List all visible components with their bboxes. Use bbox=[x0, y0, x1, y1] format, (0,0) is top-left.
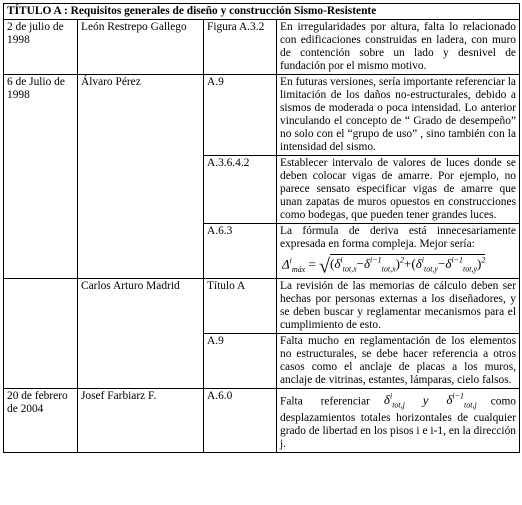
comment-text-after: como desplazamientos totales horizontales de cualquier grado de libertad en los pisos i e i-1, en la dirección j. bbox=[280, 395, 516, 450]
formula-sub: tot,y bbox=[423, 264, 438, 274]
symbol-sup: i−1 bbox=[452, 391, 465, 401]
formula-lhs-symbol: Δ bbox=[282, 256, 290, 272]
delta-j-prev-symbol bbox=[446, 391, 477, 410]
date-cell bbox=[4, 278, 78, 388]
formula-minus: − bbox=[356, 256, 364, 272]
formula-sup: i bbox=[340, 256, 343, 265]
table-row bbox=[4, 75, 520, 156]
formula-sub: tot,x bbox=[381, 264, 396, 274]
table-row bbox=[4, 278, 520, 333]
requirements-table bbox=[3, 3, 520, 453]
sqrt-icon: √ bbox=[319, 255, 331, 278]
formula-minus: − bbox=[437, 256, 446, 272]
formula-plus: + bbox=[404, 256, 412, 272]
reference-cell: A.9 bbox=[204, 333, 277, 388]
formula-sub: tot,x bbox=[342, 264, 357, 274]
symbol-delta: δ bbox=[383, 392, 390, 408]
symbol-sup: i bbox=[389, 391, 393, 401]
symbol-sub: tot,j bbox=[392, 400, 405, 410]
author-cell: Álvaro Pérez bbox=[78, 75, 204, 279]
formula-sup: i−1 bbox=[451, 256, 463, 265]
formula-delta: δ bbox=[415, 256, 422, 272]
table-row bbox=[4, 388, 520, 452]
comment-cell: Establecer intervalo de valores de luces donde se deben colocar vigas de amarre. Por ejemplo, no parece sensato especificar vigas de amarre que unan zapatas de muros opuestos en construcciones como bodegas, que pueden tener grandes luces. bbox=[277, 156, 520, 224]
author-cell: León Restrepo Gallego bbox=[78, 20, 204, 75]
reference-cell: A.3.6.4.2 bbox=[204, 156, 277, 224]
reference-cell: A.6.3 bbox=[204, 224, 277, 279]
table-row bbox=[4, 20, 520, 75]
formula-intro: La fórmula de deriva está innecesariamente expresada en forma compleja. Mejor sería: bbox=[280, 225, 516, 250]
comment-text-before: Falta referenciar bbox=[280, 395, 370, 408]
drift-formula bbox=[282, 254, 516, 276]
comment-cell: La revisión de las memorias de cálculo deben ser hechas por personas externas a los diseñadores, y se deben buscar y reglamentar mecanismos para el cumplimiento de esto. bbox=[277, 278, 520, 333]
formula-power: 2 bbox=[400, 256, 405, 265]
comment-cell bbox=[277, 224, 520, 279]
date-cell: 20 de febrero de 2004 bbox=[4, 388, 78, 452]
delta-j-symbol bbox=[383, 391, 405, 410]
formula-lhs-sub: máx bbox=[291, 264, 306, 274]
connector-text: y bbox=[422, 392, 429, 408]
formula-equals: = bbox=[308, 256, 316, 272]
date-cell: 6 de Julio de 1998 bbox=[4, 75, 78, 279]
reference-cell: A.6.0 bbox=[204, 388, 277, 452]
formula-radicand: $(\delta^i_{tot,x}-\delta^{i-1}_{tot,x})^2+(\delta^i_{tot,y}-\delta^{i-1}_{tot,y})^2$ bbox=[330, 256, 486, 274]
comment-cell: Falta mucho en reglamentación de los elementos no estructurales, se debe hacer referencia a otros casos como el anclaje de placas a los muros, anclaje de vitrinas, estantes, lámparas, cielo falsos. bbox=[277, 333, 520, 388]
symbol-sub: tot,j bbox=[464, 400, 477, 410]
reference-cell: Figura A.3.2 bbox=[204, 20, 277, 75]
table-title: TÍTULO A : Requisitos generales de diseño y construcción Sismo-Resistente bbox=[4, 4, 520, 20]
author-cell: Carlos Arturo Madrid bbox=[78, 278, 204, 388]
reference-cell: A.9 bbox=[204, 75, 277, 156]
comment-cell bbox=[277, 388, 520, 452]
formula-sub: tot,y bbox=[463, 264, 477, 274]
formula-sup: i−1 bbox=[370, 256, 382, 265]
date-cell: 2 de julio de 1998 bbox=[4, 20, 78, 75]
comment-cell: En irregularidades por altura, falta lo relacionado con edificaciones construidas en ladera, con muro de contención sobre un lado y desnivel de fundación por el mismo motivo. bbox=[277, 20, 520, 75]
reference-cell: Título A bbox=[204, 278, 277, 333]
author-cell: Josef Farbiarz F. bbox=[78, 388, 204, 452]
requirements-document bbox=[3, 3, 520, 453]
formula-delta: δ bbox=[334, 256, 341, 272]
symbol-delta: δ bbox=[446, 392, 453, 408]
formula-power: 2 bbox=[481, 256, 486, 265]
formula-delta: δ bbox=[364, 256, 371, 272]
formula-sup: i bbox=[421, 256, 424, 265]
table-title-row bbox=[4, 4, 520, 20]
formula-lhs-sup: i bbox=[289, 256, 292, 265]
formula-delta: δ bbox=[445, 256, 452, 272]
comment-cell: En futuras versiones, sería importante referenciar la limitación de los daños no-estructurales, debido a sismos de moderada o poca intensidad. Lo anterior vinculando el concepto de “ Grado de desempeño” no solo con el “grupo de uso” , sino también con la intensidad del sismo. bbox=[277, 75, 520, 156]
